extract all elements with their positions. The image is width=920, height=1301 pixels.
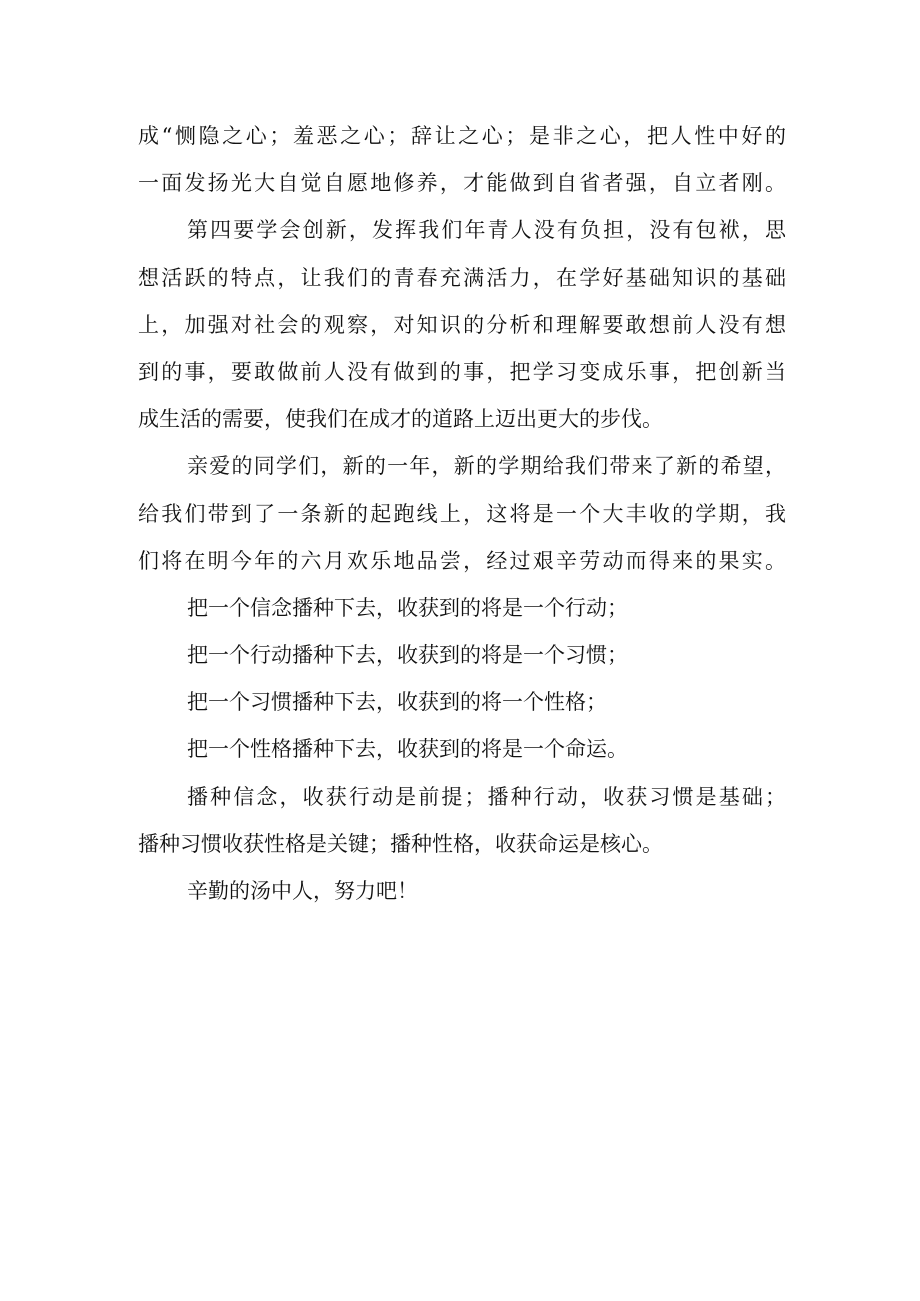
text-line: 上，加强对社会的观察，对知识的分析和理解要敢想前人没有想 [138,312,786,337]
verse-line: 把一个信念播种下去，收获到的将是一个行动； [187,595,628,620]
closing-line: 辛勤的汤中人，努力吧！ [187,879,418,903]
verse-line: 把一个性格播种下去，收获到的将是一个命运。 [187,737,628,762]
verse-line: 把一个习惯播种下去，收获到的将一个性格； [187,690,607,715]
verse-line: 把一个行动播种下去，收获到的将是一个习惯； [187,643,628,668]
text-line: 成生活的需要，使我们在成才的道路上迈出更大的步伐。 [138,407,663,432]
text-line: 到的事，要敢做前人没有做到的事，把学习变成乐事，把创新当 [138,359,786,384]
paragraph-start-line: 亲爱的同学们，新的一年，新的学期给我们带来了新的希望， [187,454,786,479]
text-line: 一面发扬光大自觉自愿地修养，才能做到自省者强，自立者刚。 [138,171,786,196]
paragraph-start-line: 第四要学会创新，发挥我们年青人没有负担，没有包袱，思 [187,218,786,243]
text-line: 们将在明今年的六月欢乐地品尝，经过艰辛劳动而得来的果实。 [138,548,786,573]
document-page [138,113,786,915]
text-line: 成“恻隐之心；羞恶之心；辞让之心；是非之心，把人性中好的 [138,124,786,148]
paragraph-start-line: 播种信念，收获行动是前提；播种行动，收获习惯是基础； [187,784,786,809]
text-line: 给我们带到了一条新的起跑线上，这将是一个大丰收的学期，我 [138,501,786,526]
text-line: 想活跃的特点，让我们的青春充满活力，在学好基础知识的基础 [138,265,786,290]
text-line: 播种习惯收获性格是关键；播种性格，收获命运是核心。 [138,831,663,856]
